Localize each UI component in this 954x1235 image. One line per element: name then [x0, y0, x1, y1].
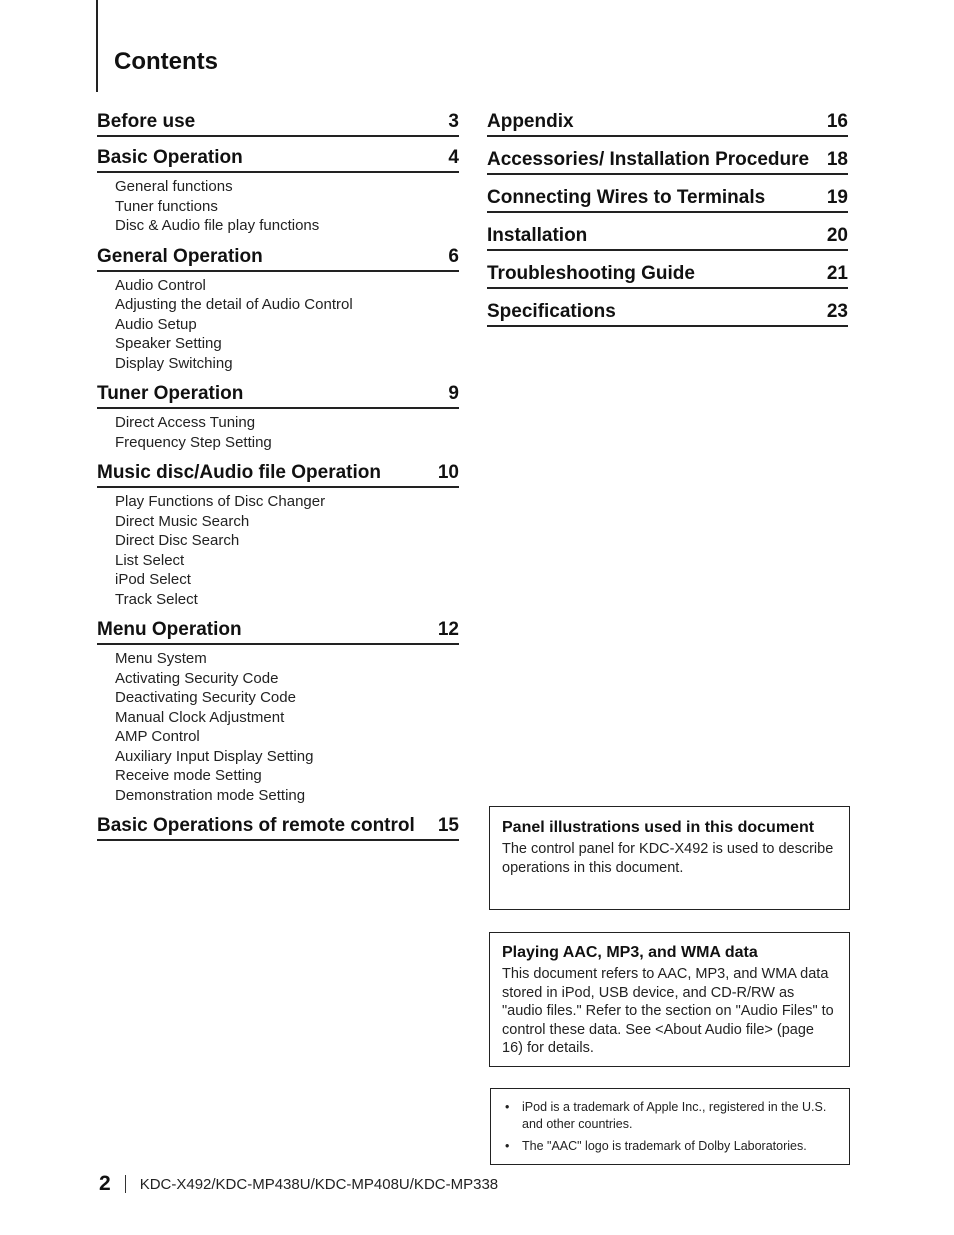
toc-sub-item[interactable]: Play Functions of Disc Changer	[115, 493, 326, 510]
toc-sub-item[interactable]: Speaker Setting	[115, 335, 222, 352]
toc-sub-item[interactable]: General functions	[115, 178, 233, 195]
toc-section-appendix	[487, 110, 848, 137]
toc-heading-title: Before use	[97, 111, 196, 132]
toc-heading-page: 20	[826, 225, 848, 246]
toc-heading-page: 16	[826, 111, 848, 132]
header-vertical-rule	[96, 0, 98, 92]
toc-heading[interactable]	[97, 618, 459, 645]
toc-heading-title: Accessories/ Installation Procedure	[487, 149, 810, 170]
toc-sub-item[interactable]: AMP Control	[115, 728, 200, 745]
toc-heading-title: Specifications	[487, 301, 616, 322]
audio-files-note	[489, 932, 850, 1067]
trademark-item	[503, 1138, 837, 1155]
toc-heading-page: 15	[437, 815, 459, 836]
toc-heading-title: Connecting Wires to Terminals	[487, 187, 766, 208]
toc-sub-item[interactable]: Deactivating Security Code	[115, 689, 296, 706]
toc-heading-title: Troubleshooting Guide	[487, 263, 695, 284]
trademark-text: The "AAC" logo is trademark of Dolby Laboratories.	[522, 1139, 807, 1153]
note-title: Playing AAC, MP3, and WMA data	[502, 944, 758, 961]
note-title: Panel illustrations used in this document	[502, 819, 815, 836]
toc-heading-page: 18	[826, 149, 848, 170]
toc-section-music-disc-operation	[97, 461, 459, 609]
toc-heading[interactable]	[487, 300, 848, 327]
toc-sub-item[interactable]: List Select	[115, 551, 185, 569]
toc-section-tuner-operation	[97, 382, 459, 452]
toc-heading-title: Installation	[487, 225, 588, 246]
page-footer	[99, 1172, 498, 1196]
toc-heading[interactable]	[97, 382, 459, 409]
toc-sub-item[interactable]: iPod Select	[115, 571, 191, 588]
toc-sub-list	[97, 649, 459, 805]
toc-sub-item[interactable]: Direct Music Search	[115, 512, 250, 530]
toc-heading-page: 12	[437, 619, 459, 640]
toc-heading-page: 6	[448, 245, 459, 267]
toc-heading-title: General Operation	[97, 245, 263, 267]
toc-sub-item[interactable]: Display Switching	[115, 354, 233, 372]
toc-sub-item[interactable]: Frequency Step Setting	[115, 433, 272, 451]
toc-heading[interactable]	[487, 224, 848, 251]
model-numbers: KDC-X492/KDC-MP438U/KDC-MP408U/KDC-MP338	[139, 1175, 499, 1193]
toc-heading-page: 9	[448, 383, 459, 404]
trademark-text: iPod is a trademark of Apple Inc., registered in the U.S. and other countries.	[522, 1100, 827, 1131]
toc-sub-item[interactable]: Audio Setup	[115, 315, 197, 333]
toc-sub-item[interactable]: Disc & Audio file play functions	[115, 217, 320, 234]
toc-heading[interactable]	[487, 186, 848, 213]
note-text: The control panel for KDC-X492 is used to describe operations in this document.	[502, 841, 834, 876]
toc-heading-title: Basic Operations of remote control	[97, 815, 415, 836]
toc-heading-title: Tuner Operation	[97, 383, 244, 404]
toc-sub-list	[97, 413, 459, 452]
trademark-list	[503, 1099, 837, 1155]
toc-heading[interactable]	[97, 461, 459, 488]
toc-heading[interactable]	[97, 110, 459, 137]
toc-section-troubleshooting	[487, 262, 848, 289]
toc-heading-title: Appendix	[487, 111, 574, 132]
toc-sub-item[interactable]: Receive mode Setting	[115, 767, 262, 784]
toc-sub-item[interactable]: Auxiliary Input Display Setting	[115, 747, 314, 765]
toc-heading[interactable]	[97, 814, 459, 841]
toc-heading[interactable]	[97, 146, 459, 173]
toc-section-menu-operation	[97, 618, 459, 805]
toc-heading-page: 10	[437, 462, 459, 483]
toc-heading-title: Menu Operation	[97, 619, 242, 640]
toc-sub-list	[97, 276, 459, 374]
toc-sub-item[interactable]: Manual Clock Adjustment	[115, 708, 285, 726]
bullet-icon: •	[505, 1139, 510, 1153]
toc-sub-item[interactable]: Track Select	[115, 590, 198, 608]
trademark-note	[490, 1088, 850, 1165]
footer-separator	[125, 1175, 126, 1193]
toc-sub-item[interactable]: Adjusting the detail of Audio Control	[115, 296, 353, 313]
toc-left-column	[97, 110, 459, 850]
toc-heading[interactable]	[487, 148, 848, 175]
toc-section-remote-control	[97, 814, 459, 841]
page-number: 2	[99, 1172, 111, 1195]
toc-heading[interactable]	[97, 245, 459, 272]
toc-sub-item[interactable]: Audio Control	[115, 276, 206, 294]
toc-heading[interactable]	[487, 110, 848, 137]
toc-heading-page: 3	[448, 111, 459, 132]
toc-section-connecting-wires	[487, 186, 848, 213]
toc-section-basic-operation	[97, 146, 459, 236]
toc-heading-page: 4	[448, 147, 459, 168]
toc-section-installation	[487, 224, 848, 251]
toc-sub-item[interactable]: Activating Security Code	[115, 669, 279, 687]
toc-sub-list	[97, 177, 459, 236]
bullet-icon: •	[505, 1100, 510, 1114]
toc-sub-item[interactable]: Demonstration mode Setting	[115, 786, 306, 804]
toc-sub-item[interactable]: Menu System	[115, 650, 207, 667]
toc-sub-item[interactable]: Direct Access Tuning	[115, 414, 256, 431]
toc-section-general-operation	[97, 245, 459, 374]
toc-heading-page: 19	[826, 187, 848, 208]
toc-section-specifications	[487, 300, 848, 327]
toc-heading-title: Basic Operation	[97, 147, 243, 168]
toc-heading-page: 21	[826, 263, 848, 284]
toc-sub-list	[97, 492, 459, 609]
toc-sub-item[interactable]: Direct Disc Search	[115, 532, 240, 549]
page-title: Contents	[114, 48, 218, 75]
toc-heading-page: 23	[826, 301, 848, 322]
toc-heading[interactable]	[487, 262, 848, 289]
toc-section-before-use	[97, 110, 459, 137]
trademark-item	[503, 1099, 837, 1133]
toc-heading-title: Music disc/Audio file Operation	[97, 462, 381, 483]
panel-illustrations-note	[489, 806, 850, 910]
toc-right-column	[487, 110, 848, 338]
toc-sub-item[interactable]: Tuner functions	[115, 197, 218, 215]
toc-section-accessories	[487, 148, 848, 175]
note-text: This document refers to AAC, MP3, and WMA data stored in iPod, USB device, and CD-R/RW as "audio files." Refer to the section on "Audio Files" to control these data. See <About Audio file> (page 16) for details.	[502, 966, 834, 1056]
